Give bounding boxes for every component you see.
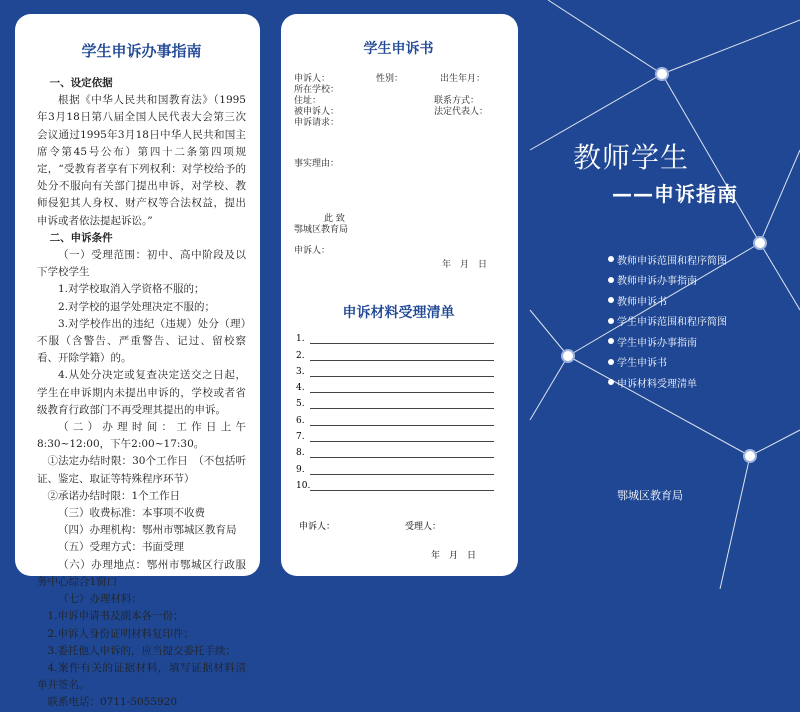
bullet-icon bbox=[608, 256, 614, 262]
appellant-sign-label: 申诉人： bbox=[294, 246, 331, 256]
gender-field-label: 性别： bbox=[376, 74, 404, 84]
cover-item-list bbox=[608, 249, 727, 393]
salutation-text: 此 致 bbox=[324, 214, 345, 224]
request-field-label: 申诉请求： bbox=[294, 118, 340, 128]
checklist-blank-line bbox=[310, 414, 494, 426]
appeal-form-panel bbox=[281, 14, 518, 576]
node-dot bbox=[562, 350, 574, 362]
checklist-blank-line bbox=[310, 365, 494, 377]
cover-item bbox=[608, 372, 727, 393]
guide-paragraph: （七）办理材料： bbox=[58, 593, 142, 606]
bureau-text: 鄂城区教育局 bbox=[294, 225, 349, 235]
guide-paragraph: 根据《中华人民共和国教育法》（1995年3月18日第八届全国人民代表大会第三次会议通过1995年3月18日中华人民共和国主席令第45号公布）第四十二条第四项规定，“受教育者享有下列权利：对学校给予的处分不服向有关部门提出申诉，对学校、教师侵犯其人身权、财产权等合法权益，提出申诉或者依法提起诉讼。” bbox=[37, 94, 246, 227]
form-date: 年 月 日 bbox=[442, 260, 488, 270]
guide-paragraph: （三）收费标准：本事项不收费 bbox=[58, 507, 205, 520]
checklist-number: 10. bbox=[296, 480, 311, 491]
guide-paragraph: 2.对学校的退学处理决定不服的； bbox=[58, 300, 216, 313]
guide-paragraph: 一、设定依据 bbox=[49, 77, 113, 89]
cover-item bbox=[608, 270, 727, 291]
checklist-number: 1. bbox=[296, 334, 305, 345]
guide-paragraph: 二、申诉条件 bbox=[49, 231, 113, 244]
guide-body bbox=[37, 75, 246, 712]
checklist-number: 8. bbox=[296, 448, 305, 459]
checklist-row bbox=[291, 377, 506, 393]
sign-receiver-label: 受理人： bbox=[405, 521, 442, 532]
bullet-icon bbox=[608, 277, 614, 283]
sign-date: 年 月 日 bbox=[431, 550, 477, 561]
cover-item bbox=[608, 352, 727, 373]
guide-paragraph: 2.申诉人身份证明材料复印件； bbox=[47, 627, 195, 640]
cover-item bbox=[608, 311, 727, 332]
guide-paragraph: （二）办理时间：工作日上午8:30~12:00，下午2:00~17:30。 bbox=[37, 421, 246, 451]
checklist-number: 4. bbox=[296, 383, 305, 394]
node-dot bbox=[744, 450, 756, 462]
bullet-icon bbox=[608, 318, 614, 324]
guide-title: 学生申诉办事指南 bbox=[81, 42, 202, 60]
bullet-icon bbox=[608, 379, 614, 385]
cover-item-label: 学生申诉范围和程序简图 bbox=[617, 317, 727, 329]
checklist-row bbox=[291, 426, 506, 442]
checklist-blank-line bbox=[310, 381, 494, 393]
checklist-row bbox=[291, 458, 506, 474]
checklist-blank-line bbox=[310, 397, 494, 409]
cover-item bbox=[608, 249, 727, 270]
legal-rep-field-label: 法定代表人： bbox=[434, 107, 489, 117]
guide-paragraph: 3.对学校作出的违纪（违规）处分（理）不服（含警告、严重警告、记过、留校察看、开除学籍）的。 bbox=[37, 317, 246, 365]
checklist-row bbox=[291, 344, 506, 360]
guide-paragraph: 4.从处分决定或复查决定送交之日起，学生在申诉期内未提出申诉的，学校或者省级教育行政部门不再受理其提出的申诉。 bbox=[37, 369, 246, 416]
checklist-blank-line bbox=[310, 430, 494, 442]
checklist-row bbox=[291, 393, 506, 409]
facts-field-label: 事实理由： bbox=[294, 159, 340, 169]
checklist-blank-line bbox=[310, 332, 494, 344]
contact-field-label: 联系方式： bbox=[434, 96, 480, 106]
address-field-label: 住址： bbox=[294, 96, 322, 106]
guide-paragraph: 4.案件有关的证据材料，填写证据材料清单并签名。 bbox=[37, 661, 246, 692]
sign-appellant-label: 申诉人： bbox=[299, 521, 336, 532]
cover-title-1: 教师学生 bbox=[573, 141, 690, 174]
checklist-blank-line bbox=[310, 463, 494, 475]
guide-paragraph: 1.对学校取消入学资格不服的； bbox=[58, 283, 205, 296]
checklist-number: 2. bbox=[296, 350, 305, 361]
guide-paragraph: ②承诺办结时限：1个工作日 bbox=[47, 489, 181, 502]
respondent-field-label: 被申诉人： bbox=[294, 107, 340, 117]
cover-footer: 鄂城区教育局 bbox=[617, 489, 683, 502]
birth-field-label: 出生年月： bbox=[440, 74, 486, 84]
cover-title-2: ——申诉指南 bbox=[612, 182, 738, 206]
checklist-row bbox=[291, 361, 506, 377]
guide-paragraph: （五）受理方式：书面受理 bbox=[58, 541, 184, 554]
checklist-blank-line bbox=[310, 446, 494, 458]
checklist-row bbox=[291, 442, 506, 458]
checklist-number: 3. bbox=[296, 366, 305, 377]
appellant-field-label: 申诉人： bbox=[294, 74, 331, 84]
checklist-number: 9. bbox=[296, 464, 305, 475]
guide-paragraph: （四）办理机构：鄂州市鄂城区教育局 bbox=[58, 524, 237, 537]
cover-item-label: 教师申诉书 bbox=[617, 296, 667, 308]
cover-item-label: 教师申诉办事指南 bbox=[617, 276, 697, 288]
guide-paragraph: （一）受理范围：初中、高中阶段及以下学校学生 bbox=[37, 249, 246, 279]
cover-item bbox=[608, 290, 727, 311]
bullet-icon bbox=[608, 297, 614, 303]
bullet-icon bbox=[608, 359, 614, 365]
appeal-form-title: 学生申诉书 bbox=[363, 41, 434, 57]
checklist-number: 7. bbox=[296, 432, 305, 443]
guide-panel bbox=[15, 14, 260, 709]
node-dot bbox=[754, 237, 766, 249]
cover-item-label: 学生申诉办事指南 bbox=[617, 337, 697, 349]
guide-paragraph: 1.申诉申请书及副本各一份； bbox=[47, 610, 184, 623]
node-dot bbox=[656, 68, 668, 80]
appeal-form bbox=[291, 74, 506, 294]
checklist-row bbox=[291, 328, 506, 344]
checklist-blank-line bbox=[310, 349, 494, 361]
guide-paragraph: 联系电话：0711-5055920 bbox=[47, 696, 178, 709]
cover-item bbox=[608, 331, 727, 352]
checklist-number: 6. bbox=[296, 415, 305, 426]
checklist-number: 5. bbox=[296, 399, 305, 410]
checklist-blank-line bbox=[310, 479, 494, 491]
bullet-icon bbox=[608, 338, 614, 344]
guide-paragraph: （六）办理地点：鄂州市鄂城区行政服务中心综合1窗口 bbox=[37, 558, 246, 588]
checklist-title: 申诉材料受理清单 bbox=[342, 305, 455, 321]
guide-paragraph: ①法定办结时限：30个工作日 （不包括听证、鉴定、取证等特殊程序环节） bbox=[37, 455, 246, 485]
cover-item-label: 学生申诉书 bbox=[617, 358, 667, 370]
checklist-row bbox=[291, 409, 506, 425]
guide-paragraph: 3.委托他人申诉的，应当提交委托手续； bbox=[47, 644, 237, 657]
cover-item-label: 申诉材料受理清单 bbox=[617, 378, 697, 390]
checklist-row bbox=[291, 475, 506, 491]
school-field-label: 所在学校： bbox=[294, 85, 340, 95]
checklist-signatures bbox=[291, 519, 506, 579]
cover-item-label: 教师申诉范围和程序简图 bbox=[617, 255, 727, 267]
checklist bbox=[291, 328, 506, 491]
